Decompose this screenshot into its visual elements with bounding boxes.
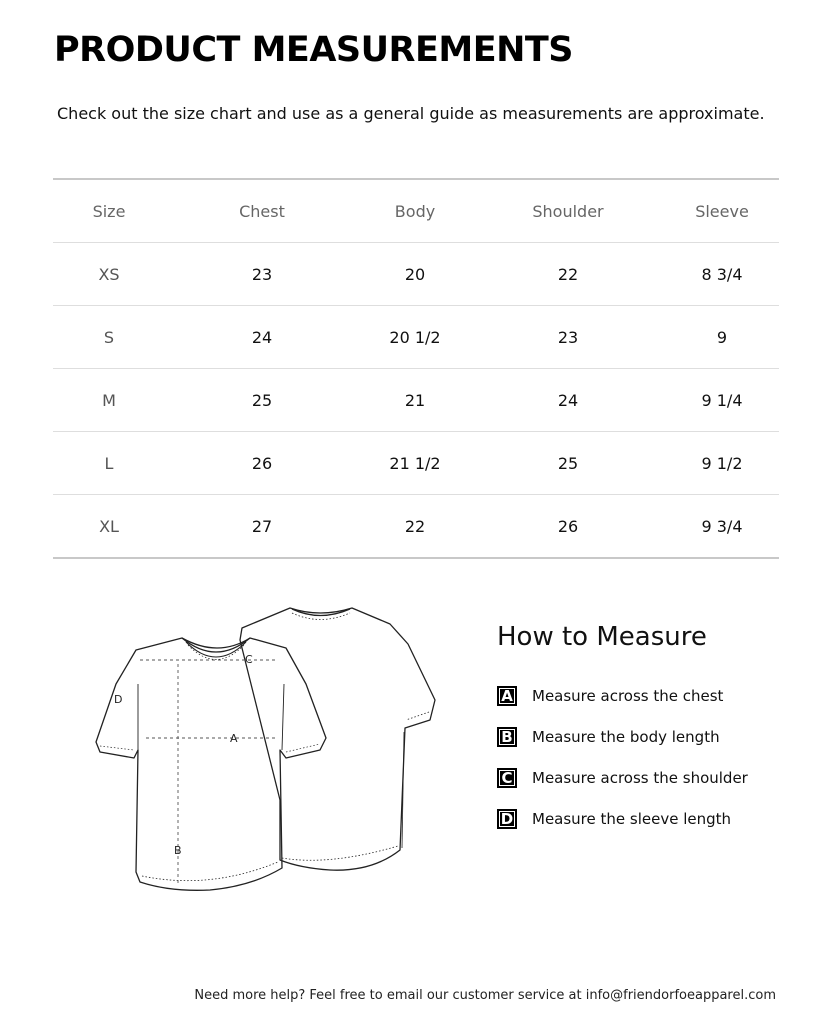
instruction-text: Measure the sleeve length: [532, 810, 732, 828]
cell-chest: 26: [165, 432, 359, 495]
cell-size: XS: [53, 243, 165, 306]
label-d: D: [114, 693, 123, 706]
instruction-text: Measure the body length: [532, 728, 720, 746]
how-to-measure-title: How to Measure: [497, 622, 707, 652]
cell-size: S: [53, 306, 165, 369]
cell-size: L: [53, 432, 165, 495]
label-c: C: [245, 653, 253, 666]
list-item: [497, 727, 748, 747]
table-row: [53, 495, 779, 559]
table-row: [53, 243, 779, 306]
column-header-chest: Chest: [165, 179, 359, 243]
tshirt-measurement-illustration: [90, 600, 450, 910]
table-row: [53, 369, 779, 432]
cell-body: 21 1/2: [359, 432, 471, 495]
cell-shoulder: 24: [471, 369, 665, 432]
cell-sleeve: 8 3/4: [665, 243, 779, 306]
label-b: B: [174, 844, 182, 857]
cell-sleeve: 9 1/4: [665, 369, 779, 432]
cell-size: XL: [99, 516, 119, 536]
list-item: [497, 768, 748, 788]
letter-badge-c: C: [497, 768, 517, 788]
table-header-row: [53, 179, 779, 243]
cell-chest: 27: [251, 516, 273, 536]
cell-body: 20 1/2: [359, 306, 471, 369]
cell-shoulder: 25: [471, 432, 665, 495]
cell-chest: 23: [165, 243, 359, 306]
cell-sleeve: 9 1/2: [665, 432, 779, 495]
cell-shoulder: 22: [471, 243, 665, 306]
cell-sleeve: 9 3/4: [701, 516, 743, 536]
cell-shoulder: 26: [557, 516, 579, 536]
table-row: [53, 432, 779, 495]
label-a: A: [230, 732, 238, 745]
cell-body: 22: [404, 516, 426, 536]
letter-badge-a: A: [497, 686, 517, 706]
column-header-body: Body: [359, 179, 471, 243]
column-header-shoulder: Shoulder: [471, 179, 665, 243]
instruction-text: Measure across the shoulder: [532, 769, 748, 787]
table-row: [53, 306, 779, 369]
measurement-instructions: [497, 686, 748, 850]
cell-sleeve: 9: [665, 306, 779, 369]
column-header-sleeve: Sleeve: [665, 179, 779, 243]
letter-badge-b: B: [497, 727, 517, 747]
letter-badge-d: D: [497, 809, 517, 829]
footer-help-text: Need more help? Feel free to email our customer service at info@friendorfoeapparel.com: [194, 988, 776, 1003]
size-chart-table: [53, 178, 779, 559]
page-title: PRODUCT MEASUREMENTS: [54, 30, 573, 70]
cell-size: M: [53, 369, 165, 432]
list-item: [497, 809, 748, 829]
cell-chest: 24: [165, 306, 359, 369]
cell-chest: 25: [165, 369, 359, 432]
cell-shoulder: 23: [471, 306, 665, 369]
list-item: [497, 686, 748, 706]
cell-body: 21: [359, 369, 471, 432]
page-subtitle: Check out the size chart and use as a general guide as measurements are approximate.: [57, 104, 765, 123]
tshirt-back-outline: [240, 608, 435, 870]
tshirt-front-outline: [96, 638, 326, 890]
instruction-text: Measure across the chest: [532, 687, 724, 705]
cell-body: 20: [359, 243, 471, 306]
column-header-size: Size: [53, 179, 165, 243]
